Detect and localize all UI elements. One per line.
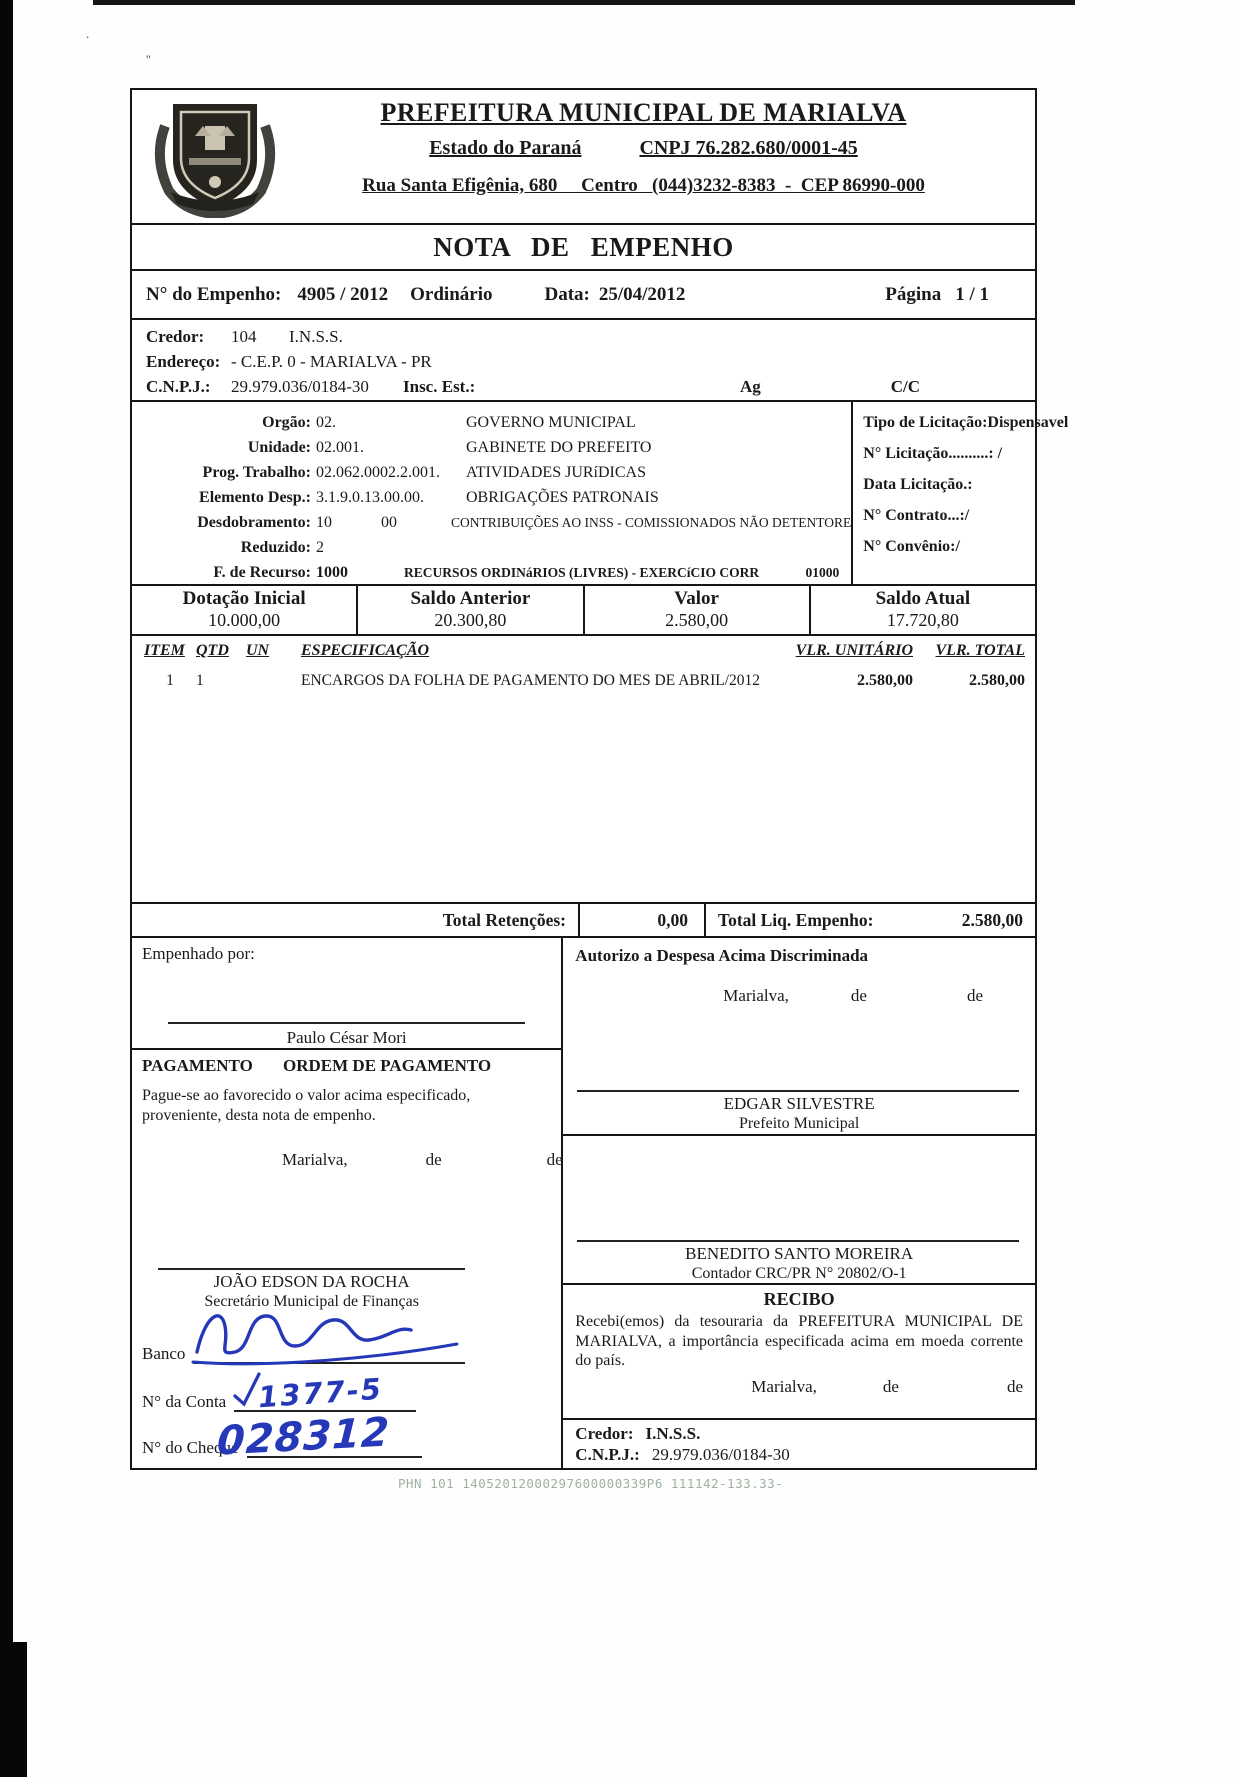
item-vlr-unitario: 2.580,00 xyxy=(857,672,913,689)
recibo-text: Recebi(emos) da tesouraria da PREFEITURA MUNICIPAL DE MARIALVA, a importância especificada acima em moeda corrente do país. xyxy=(575,1313,1023,1370)
recibo-box xyxy=(563,1285,1035,1420)
secretario-name: JOÃO EDSON DA ROCHA xyxy=(213,1272,410,1291)
state-text: Estado do Paraná xyxy=(429,137,582,159)
page-label: Página xyxy=(885,283,942,305)
coat-of-arms-logo xyxy=(140,94,290,219)
prefeito-name: EDGAR SILVESTRE xyxy=(723,1094,875,1113)
agency-label: Ag xyxy=(739,376,761,396)
total-liquido-value: 2.580,00 xyxy=(961,909,1023,930)
vlr-unitario-column-header: VLR. UNITÁRIO xyxy=(795,642,913,659)
reduzido-value: 2 xyxy=(316,538,324,556)
fonte-recurso-extra: 01000 xyxy=(805,564,840,580)
de-word: de xyxy=(882,1376,899,1396)
empenho-number-label: N° do Empenho: xyxy=(146,283,282,305)
items-table-header xyxy=(132,636,1035,662)
municipality-title: PREFEITURA MUNICIPAL DE MARIALVA xyxy=(380,98,907,127)
address-value: - C.E.P. 0 - MARIALVA - PR xyxy=(231,351,432,371)
page-indicator xyxy=(885,284,989,306)
orgao-desc: GOVERNO MUNICIPAL xyxy=(466,413,636,431)
autorizo-date-line xyxy=(575,986,1023,1006)
signature-line xyxy=(577,1240,1019,1242)
desdobramento-desc: CONTRIBUIÇÕES AO INSS - COMISSIONADOS NÃO DETENTORE xyxy=(451,514,852,530)
licitacao-tipo: Tipo de Licitação:Dispensavel xyxy=(863,414,1069,431)
cnpj-text: CNPJ 76.282.680/0001-45 xyxy=(639,137,858,159)
orgao-row xyxy=(132,410,851,435)
desdobramento-code2: 00 xyxy=(381,513,397,531)
total-retencoes-value: 0,00 xyxy=(578,904,706,936)
scan-artifact-bottom-left xyxy=(0,1642,27,1777)
final-creditor-value: I.N.S.S. xyxy=(645,1423,701,1443)
secretario-title: Secretário Municipal de Finanças xyxy=(204,1293,419,1310)
total-liquido-cell xyxy=(706,904,1035,936)
signature-line xyxy=(577,1090,1019,1092)
budget-classification-block xyxy=(132,402,1069,586)
right-signature-column xyxy=(561,938,1035,1468)
empenho-number-value: 4905 / 2012 xyxy=(297,283,389,305)
prog-trabalho-row xyxy=(132,460,851,485)
final-cnpj-value: 29.979.036/0184-30 xyxy=(651,1444,790,1464)
reduzido-label: Reduzido: xyxy=(240,538,311,556)
creditor-code: 104 xyxy=(231,326,257,346)
table-row xyxy=(132,662,1035,690)
de-word: de xyxy=(966,986,983,1005)
totals-row xyxy=(132,904,1035,938)
desdobramento-label: Desdobramento: xyxy=(197,513,311,531)
address-label: Endereço: xyxy=(146,351,221,371)
coat-of-arms-image xyxy=(151,96,279,218)
prog-trabalho-desc: ATIVIDADES JURíDICAS xyxy=(466,463,647,481)
empenhado-por-label: Empenhado por: xyxy=(142,944,255,963)
saldo-anterior-cell xyxy=(356,586,582,634)
cheque-label: N° do Cheque xyxy=(142,1438,239,1457)
item-especificacao: ENCARGOS DA FOLHA DE PAGAMENTO DO MES DE ABRIL/2012 xyxy=(301,672,761,689)
account-label: C/C xyxy=(890,376,920,396)
contador-title: Contador CRC/PR N° 20802/O-1 xyxy=(691,1265,907,1283)
qtd-column-header: QTD xyxy=(196,642,229,659)
saldo-atual-value: 17.720,80 xyxy=(886,610,959,630)
scan-artifact-left-edge xyxy=(0,0,13,1777)
document-frame xyxy=(130,88,1069,1470)
scan-speck: . xyxy=(86,26,90,41)
final-creditor-label: Credor: xyxy=(575,1423,634,1443)
signature-line xyxy=(158,1268,465,1270)
document-title-bar xyxy=(132,225,1035,271)
item-column-header: ITEM xyxy=(144,642,185,659)
pagamento-header xyxy=(142,1056,551,1076)
cheque-handwritten-value: 028312 xyxy=(215,1409,391,1465)
contrato-numero: N° Contrato...:/ xyxy=(863,507,970,524)
items-table xyxy=(132,636,1035,904)
un-column-header: UN xyxy=(246,642,270,659)
prog-trabalho-label: Prog. Trabalho: xyxy=(202,463,311,481)
cheque-line xyxy=(215,1409,422,1465)
scan-artifact-top-edge xyxy=(93,0,1075,5)
conta-label: N° da Conta xyxy=(142,1392,227,1411)
unidade-row xyxy=(132,435,851,460)
elemento-label: Elemento Desp.: xyxy=(199,488,311,506)
empenhado-signature-name: Paulo César Mori xyxy=(286,1028,407,1047)
cnpj-value: 29.979.036/0184-30 xyxy=(231,376,369,396)
contador-name: BENEDITO SANTO MOREIRA xyxy=(685,1244,914,1264)
banco-field xyxy=(142,1328,551,1364)
machine-printed-footer-text: PHN 101 14052012000297600000339P6 111142-133.33- xyxy=(398,1476,784,1491)
de-word: de xyxy=(425,1150,442,1169)
date-label: Data: xyxy=(544,283,590,305)
city-name: Marialva, xyxy=(723,986,789,1005)
total-liquido-label: Total Liq. Empenho: xyxy=(718,909,874,930)
vlr-total-column-header: VLR. TOTAL xyxy=(935,642,1025,659)
document-title: NOTA DE EMPENHO xyxy=(433,231,734,262)
saldo-anterior-value: 20.300,80 xyxy=(434,610,507,630)
de-word: de xyxy=(850,986,867,1005)
dotacao-inicial-cell xyxy=(132,586,356,634)
balances-row xyxy=(132,586,1035,636)
recibo-date-line xyxy=(575,1377,1023,1397)
state-registration-label: Insc. Est.: xyxy=(403,376,476,396)
header-line2 xyxy=(290,137,997,160)
item-qtd: 1 xyxy=(196,672,204,689)
signatures-section xyxy=(132,938,1035,1468)
fonte-recurso-row xyxy=(132,560,851,585)
creditor-label: Credor: xyxy=(146,326,205,346)
cheque-field xyxy=(142,1409,551,1465)
valor-cell xyxy=(583,586,809,634)
ordem-pagamento-text: Pague-se ao favorecido o valor acima especificado, proveniente, desta nota de empenho. xyxy=(142,1087,471,1124)
valor-value: 2.580,00 xyxy=(665,610,729,630)
fonte-recurso-desc: RECURSOS ORDINáRIOS (LIVRES) - EXERCíCIO CORR xyxy=(404,564,760,580)
cnpj-label: C.N.P.J.: xyxy=(146,376,211,396)
banco-label: Banco xyxy=(142,1344,186,1363)
creditor-block xyxy=(132,320,1035,402)
contador-box xyxy=(563,1136,1035,1285)
item-un xyxy=(246,672,301,690)
conta-field xyxy=(142,1371,551,1415)
recibo-title: RECIBO xyxy=(763,1289,835,1310)
creditor-name: I.N.S.S. xyxy=(289,326,343,346)
final-cnpj-row xyxy=(575,1444,1023,1465)
prefeito-title: Prefeito Municipal xyxy=(738,1115,860,1132)
date-value: 25/04/2012 xyxy=(598,283,686,305)
prog-trabalho-code: 02.062.0002.2.001. xyxy=(316,463,440,481)
dotacao-inicial-label: Dotação Inicial xyxy=(182,588,306,609)
conta-line xyxy=(234,1371,416,1415)
licitacao-numero: N° Licitação..........: / xyxy=(863,445,1003,462)
banco-line xyxy=(193,1328,465,1364)
dotacao-inicial-value: 10.000,00 xyxy=(208,610,281,630)
city-name: Marialva, xyxy=(751,1376,817,1396)
licitacao-column xyxy=(851,402,1072,584)
desdobramento-code: 10 xyxy=(316,513,332,531)
total-retencoes-label: Total Retenções: xyxy=(442,909,566,930)
convenio-numero: N° Convênio:/ xyxy=(863,538,960,555)
address-row xyxy=(146,349,1035,374)
final-creditor-block xyxy=(563,1420,1035,1468)
empenho-type: Ordinário xyxy=(410,283,493,305)
left-signature-column xyxy=(132,938,561,1468)
fonte-recurso-code: 1000 xyxy=(316,563,348,581)
pagamento-box xyxy=(132,1050,561,1468)
item-number: 1 xyxy=(166,672,174,689)
cnpj-row xyxy=(146,374,1035,399)
address-line: Rua Santa Efigênia, 680 Centro (044)3232-8383 - CEP 86990-000 xyxy=(362,175,925,196)
licitacao-data: Data Licitação.: xyxy=(863,476,973,493)
saldo-atual-label: Saldo Atual xyxy=(875,588,971,609)
fonte-recurso-label: F. de Recurso: xyxy=(213,563,311,581)
final-creditor-row xyxy=(575,1423,1023,1444)
elemento-code: 3.1.9.0.13.00.00. xyxy=(316,488,424,506)
banco-handwriting-scrawl xyxy=(189,1300,465,1370)
pagamento-title: PAGAMENTO xyxy=(142,1056,253,1075)
elemento-desc: OBRIGAÇÕES PATRONAIS xyxy=(466,488,659,506)
scan-speck: '' xyxy=(146,52,151,67)
document-header xyxy=(132,90,1035,225)
signature-line xyxy=(168,1022,525,1024)
orgao-code: 02. xyxy=(316,413,336,431)
unidade-label: Unidade: xyxy=(247,438,311,456)
empenho-info-row xyxy=(132,271,1035,320)
autorizo-title: Autorizo a Despesa Acima Discriminada xyxy=(575,946,869,965)
valor-label: Valor xyxy=(674,588,719,609)
creditor-row xyxy=(146,324,1035,349)
orgao-label: Orgão: xyxy=(262,413,311,431)
desdobramento-row xyxy=(132,510,851,535)
page-value: 1 / 1 xyxy=(955,283,989,305)
reduzido-row xyxy=(132,535,851,560)
header-text-block xyxy=(290,94,1027,219)
conta-handwritten-value: 1377-5 xyxy=(257,1371,385,1415)
de-word: de xyxy=(1006,1376,1023,1396)
final-cnpj-label: C.N.P.J.: xyxy=(575,1444,640,1464)
pagamento-date-line xyxy=(142,1150,563,1170)
empenhado-por-box xyxy=(132,938,561,1050)
saldo-anterior-label: Saldo Anterior xyxy=(410,588,531,609)
de-word: de xyxy=(546,1150,563,1169)
budget-left-column xyxy=(132,402,851,584)
ordem-pagamento-title: ORDEM DE PAGAMENTO xyxy=(283,1056,492,1075)
elemento-despesa-row xyxy=(132,485,851,510)
saldo-atual-cell xyxy=(809,586,1035,634)
especificacao-column-header: ESPECIFICAÇÃO xyxy=(301,642,430,659)
unidade-code: 02.001. xyxy=(316,438,364,456)
city-name: Marialva, xyxy=(282,1150,348,1169)
item-vlr-total: 2.580,00 xyxy=(969,672,1025,689)
unidade-desc: GABINETE DO PREFEITO xyxy=(466,438,652,456)
autorizo-box xyxy=(563,938,1035,1136)
